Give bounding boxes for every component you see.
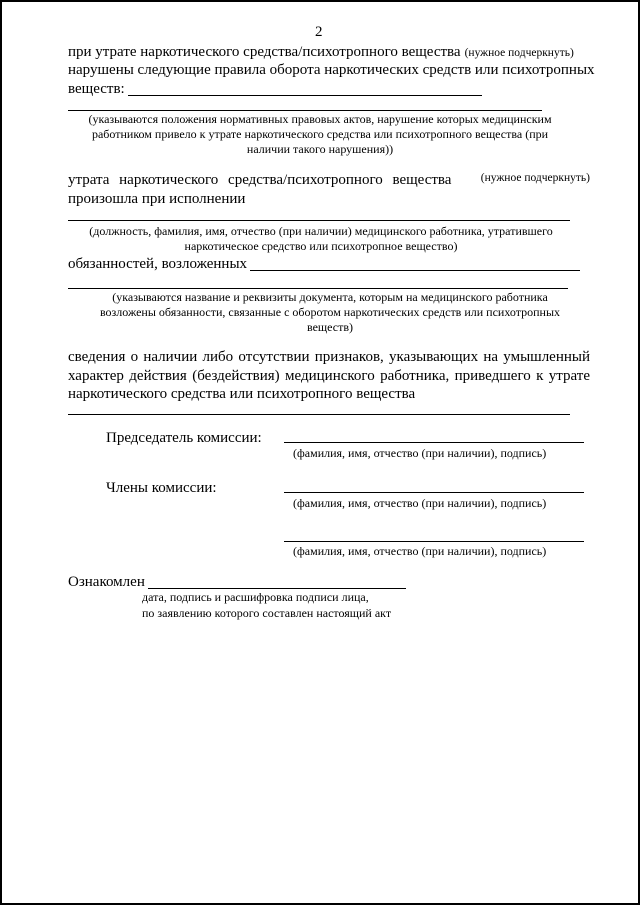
paragraph-1-hint: (нужное подчеркнуть) (464, 47, 574, 59)
duties-field-line-2[interactable] (68, 288, 568, 289)
violated-rules-field-line-2[interactable] (68, 110, 542, 111)
acknowledged-label: Ознакомлен (68, 574, 145, 590)
note-3 (70, 290, 590, 335)
acknowledged-caption-line-1: дата, подпись и расшифровка подписи лица, (142, 590, 369, 604)
paragraph-1-main-text: при утрате наркотического средства/психотропного вещества (68, 44, 461, 60)
note-3-line-3: веществ) (306, 320, 354, 334)
paragraph-2-hint: (нужное подчеркнуть) (480, 172, 590, 184)
paragraph-1-line-1 (68, 43, 574, 61)
note-2-line-2: наркотическое средство или психотропное вещество) (184, 239, 458, 253)
member-1-signature-line[interactable] (284, 492, 584, 493)
paragraph-2-main-text: утрата наркотического средства/психотропного вещества (68, 172, 452, 188)
paragraph-4-line-2: характер действия (бездействия) медицинского работника, приведшего к утрате (68, 368, 590, 384)
paragraph-4-line-1: сведения о наличии либо отсутствии признаков, указывающих на умышленный (68, 349, 590, 365)
paragraph-1-line-2: нарушены следующие правила оборота наркотических средств или психотропных (68, 62, 595, 78)
acknowledged-signature-line[interactable] (148, 588, 406, 589)
paragraph-2-line-2: произошла при исполнении (68, 191, 246, 207)
intent-field-line[interactable] (68, 414, 570, 415)
duties-field-line[interactable] (250, 270, 580, 271)
chairman-label: Председатель комиссии: (106, 430, 262, 446)
paragraph-2-line-1 (68, 172, 590, 189)
paragraph-1-line-3: веществ: (68, 81, 125, 97)
paragraph-4-line-3: наркотического средства или психотропного вещества (68, 386, 416, 402)
note-1 (60, 112, 580, 157)
employee-field-line[interactable] (68, 220, 570, 221)
note-2-line-1: (должность, фамилия, имя, отчество (при наличии) медицинского работника, утратившего (89, 224, 553, 238)
paragraph-3: обязанностей, возложенных (68, 256, 248, 272)
chairman-signature-line[interactable] (284, 442, 584, 443)
violated-rules-field-line[interactable] (128, 95, 482, 96)
member-2-caption: (фамилия, имя, отчество (при наличии), подпись) (293, 544, 547, 558)
acknowledged-caption-line-2: по заявлению которого составлен настоящий акт (142, 606, 392, 620)
note-2 (60, 224, 582, 254)
note-3-line-1: (указываются название и реквизиты документа, которым на медицинского работника (112, 290, 548, 304)
note-1-line-2: работником привело к утрате наркотического средства или психотропного вещества (при (91, 127, 549, 141)
note-1-line-1: (указываются положения нормативных правовых актов, нарушение которых медицинским (88, 112, 552, 126)
member-1-caption: (фамилия, имя, отчество (при наличии), подпись) (293, 496, 547, 510)
note-1-line-3: наличии такого нарушения)) (246, 142, 394, 156)
member-2-signature-line[interactable] (284, 541, 584, 542)
members-label: Члены комиссии: (106, 480, 217, 496)
note-3-line-2: возложены обязанности, связанные с оборотом наркотических средств или психотропных (99, 305, 561, 319)
page-number: 2 (315, 24, 323, 40)
chairman-caption: (фамилия, имя, отчество (при наличии), подпись) (293, 446, 547, 460)
